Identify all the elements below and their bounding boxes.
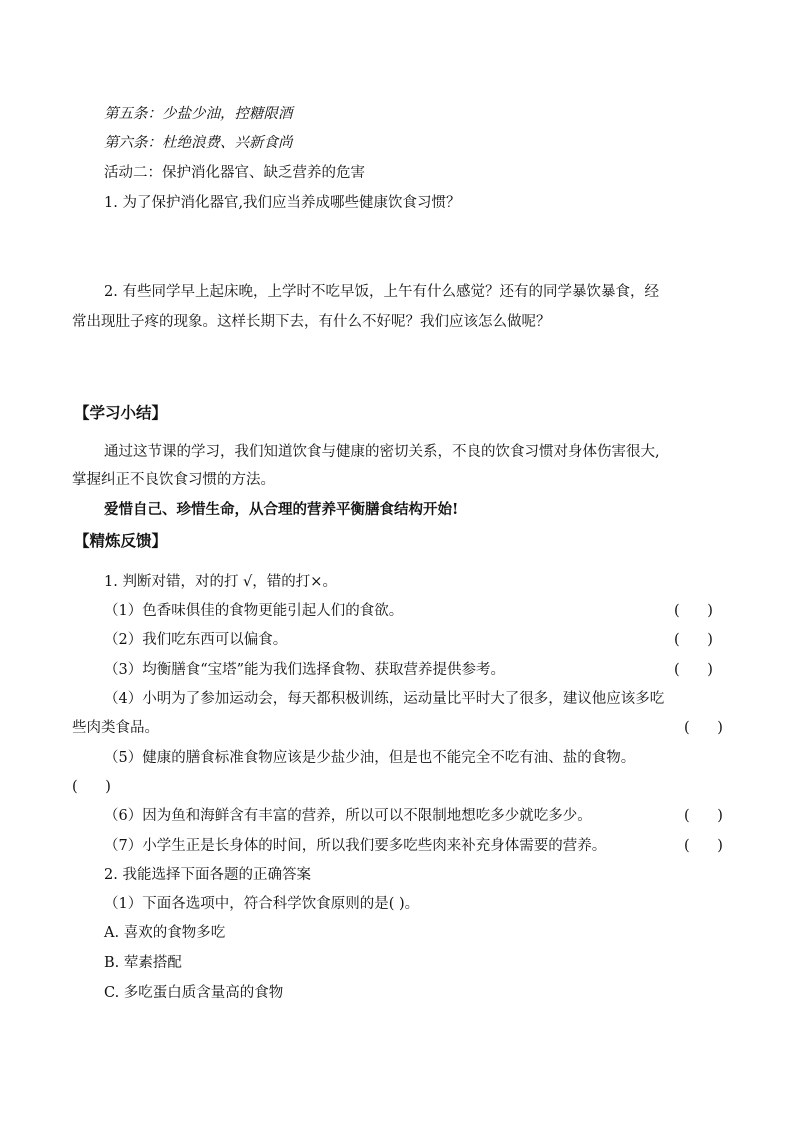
answer-blank-3: ( ) [674, 662, 713, 678]
judgment-item-2: （2）我们吃东西可以偏食。 [104, 632, 288, 648]
judgment-item-3: （3）均衡膳食“宝塔”能为我们选择食物、获取营养提供参考。 [104, 662, 506, 678]
choice-option-c: C. 多吃蛋白质含量高的食物 [104, 985, 284, 1001]
answer-blank-5: ( ) [72, 779, 111, 795]
activity2-question-2-line1: 2. 有些同学早上起床晚，上学时不吃早饭，上午有什么感觉？还有的同学暴饮暴食，经 [104, 284, 659, 300]
judgment-item-7: （7）小学生正是长身体的时间，所以我们要多吃些肉来补充身体需要的营养。 [104, 838, 607, 854]
summary-line1: 通过这节课的学习，我们知道饮食与健康的密切关系，不良的饮食习惯对身体伤害很大, [104, 444, 660, 460]
answer-blank-2: ( ) [674, 632, 713, 648]
answer-blank-1: ( ) [674, 603, 713, 619]
answer-blank-7: ( ) [684, 838, 723, 854]
answer-blank-4: ( ) [684, 720, 723, 736]
judgment-item-4-line1: （4）小明为了参加运动会，每天都积极训练，运动量比平时大了很多，建议他应该多吃 [104, 691, 665, 707]
choice-question-1: （1）下面各选项中，符合科学饮食原则的是( )。 [104, 896, 420, 912]
feedback-part2-title: 2. 我能选择下面各题的正确答案 [104, 867, 311, 883]
choice-option-a: A. 喜欢的食物多吃 [104, 925, 226, 941]
activity2-question-2-line2: 常出现肚子疼的现象。这样长期下去，有什么不好呢？我们应该怎么做呢？ [72, 314, 551, 330]
rule-5: 第五条：少盐少油，控糖限酒 [104, 106, 293, 122]
summary-slogan: 爱惜自己、珍惜生命，从合理的营养平衡膳食结构开始! [104, 501, 459, 518]
summary-line2: 掌握纠正不良饮食习惯的方法。 [72, 472, 275, 488]
answer-blank-6: ( ) [684, 808, 723, 824]
judgment-item-4-line2: 些肉类食品。 [72, 720, 159, 736]
judgment-item-5: （5）健康的膳食标准食物应该是少盐少油，但是也不能完全不吃有油、盐的食物。 [104, 750, 636, 766]
judgment-item-6: （6）因为鱼和海鲜含有丰富的营养，所以可以不限制地想吃多少就吃多少。 [104, 808, 592, 824]
summary-heading: 【学习小结】 [74, 403, 168, 422]
choice-option-b: B. 荤素搭配 [104, 955, 182, 971]
feedback-part1-title: 1. 判断对错，对的打 √，错的打×。 [104, 574, 337, 590]
activity2-title: 活动二：保护消化器官、缺乏营养的危害 [104, 165, 365, 181]
rule-6: 第六条：杜绝浪费、兴新食尚 [104, 135, 293, 151]
activity2-question-1: 1. 为了保护消化器官,我们应当养成哪些健康饮食习惯？ [104, 195, 461, 211]
judgment-item-1: （1）色香味俱佳的食物更能引起人们的食欲。 [104, 603, 404, 619]
feedback-heading: 【精炼反馈】 [74, 531, 168, 550]
